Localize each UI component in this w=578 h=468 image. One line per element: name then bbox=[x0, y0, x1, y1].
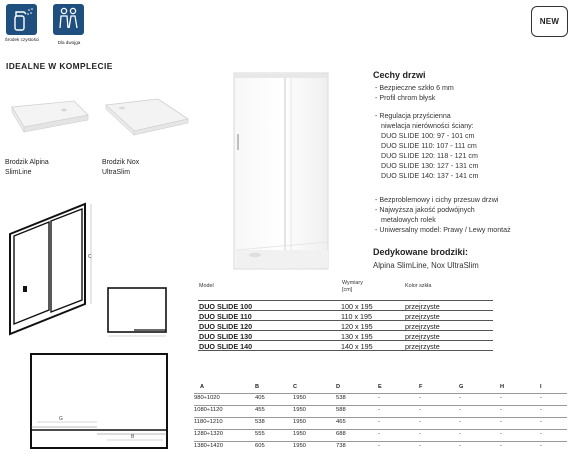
dims-cell: 1380÷1420 bbox=[194, 443, 223, 449]
dims-row-rule bbox=[194, 429, 567, 430]
dims-cell: - bbox=[378, 431, 380, 437]
feature-line: - Uniwersalny model: Prawy / Lewy montaż bbox=[375, 226, 511, 234]
dims-header: A bbox=[200, 384, 205, 390]
label-c: C bbox=[88, 254, 92, 260]
feature-line: metalowych rolek bbox=[381, 216, 436, 224]
tray-nox-caption bbox=[102, 158, 139, 178]
dims-cell: - bbox=[500, 431, 502, 437]
label-g: G bbox=[59, 416, 63, 422]
dims-cell: 405 bbox=[255, 395, 265, 401]
model-cell-glass: przejrzyste bbox=[405, 342, 440, 351]
dims-cell: 1950 bbox=[293, 431, 306, 437]
dedicated-text: Alpina SlimLine, Nox UltraSlim bbox=[373, 261, 479, 270]
th-glass: Kolor szkła bbox=[405, 283, 432, 289]
dims-header: I bbox=[540, 384, 542, 390]
dims-cell: - bbox=[500, 407, 502, 413]
dims-cell: - bbox=[378, 395, 380, 401]
dims-cell: - bbox=[459, 395, 461, 401]
model-cell-size: 140 x 195 bbox=[341, 342, 373, 351]
dims-cell: - bbox=[459, 443, 461, 449]
dims-cell: - bbox=[419, 431, 421, 437]
dims-row-rule bbox=[194, 417, 567, 418]
feature-line: - Regulacja przyścienna bbox=[375, 112, 451, 120]
model-cell-size: 130 x 195 bbox=[341, 332, 373, 341]
new-badge: NEW bbox=[531, 6, 568, 37]
dims-cell: - bbox=[419, 443, 421, 449]
tray-nox-line2: UltraSlim bbox=[102, 169, 130, 176]
model-cell-model: DUO SLIDE 110 bbox=[199, 312, 252, 321]
feature-line: DUO SLIDE 130: 127 - 131 cm bbox=[381, 162, 479, 170]
tray-alpina-line2: SlimLine bbox=[5, 169, 32, 176]
cleaning-spray-tile bbox=[6, 4, 37, 35]
dims-row-rule bbox=[194, 393, 567, 394]
dims-cell: 538 bbox=[336, 395, 346, 401]
dims-cell: - bbox=[419, 407, 421, 413]
tray-alpina-line1: Brodzik Alpina bbox=[5, 159, 49, 166]
feature-line: DUO SLIDE 100: 97 - 101 cm bbox=[381, 132, 475, 140]
top-view-drawing bbox=[27, 350, 173, 454]
model-cell-model: DUO SLIDE 140 bbox=[199, 342, 253, 351]
dims-cell: - bbox=[459, 419, 461, 425]
dims-header: F bbox=[419, 384, 423, 390]
table-bottom-rule bbox=[198, 350, 493, 351]
couple-tile bbox=[53, 4, 84, 35]
th-model: Model bbox=[199, 283, 214, 289]
dims-cell: 1950 bbox=[293, 443, 306, 449]
feature-line: niwelacja nierówności ściany: bbox=[381, 122, 474, 130]
features-title: Cechy drzwi bbox=[373, 70, 426, 80]
feature-line: - Profil chrom błysk bbox=[375, 94, 436, 102]
couple-icon bbox=[53, 4, 84, 35]
dims-cell: 1080÷1120 bbox=[194, 407, 223, 413]
th-size-line2: [cm] bbox=[342, 286, 353, 293]
dims-cell: - bbox=[500, 419, 502, 425]
dims-cell: 465 bbox=[336, 419, 346, 425]
dims-row-rule bbox=[194, 441, 567, 442]
th-size-line1: Wymiary bbox=[342, 280, 363, 286]
feature-line: - Bezpieczne szkło 6 mm bbox=[375, 84, 454, 92]
model-cell-model: DUO SLIDE 120 bbox=[199, 322, 253, 331]
dims-cell: 738 bbox=[336, 443, 346, 449]
dims-cell: 605 bbox=[255, 443, 265, 449]
tray-alpina-caption bbox=[5, 158, 49, 178]
feature-line: - Bezproblemowy i cichy przesuw drzwi bbox=[375, 196, 499, 204]
dims-cell: - bbox=[540, 395, 542, 401]
dims-cell: - bbox=[419, 419, 421, 425]
dims-cell: 555 bbox=[255, 431, 265, 437]
dims-cell: 1280÷1320 bbox=[194, 431, 223, 437]
model-cell-model: DUO SLIDE 100 bbox=[199, 302, 253, 311]
tray-nox-line1: Brodzik Nox bbox=[102, 159, 140, 166]
dims-cell: 538 bbox=[255, 419, 265, 425]
dims-cell: - bbox=[378, 443, 380, 449]
dims-row-rule bbox=[194, 405, 567, 406]
dims-cell: 688 bbox=[336, 431, 346, 437]
model-cell-size: 110 x 195 bbox=[341, 312, 373, 321]
dims-cell: 1180÷1210 bbox=[194, 419, 223, 425]
dims-cell: - bbox=[540, 431, 542, 437]
dims-cell: - bbox=[540, 419, 542, 425]
dims-cell: 1950 bbox=[293, 395, 306, 401]
dims-header: G bbox=[459, 384, 464, 390]
dims-cell: - bbox=[378, 419, 380, 425]
dims-cell: 588 bbox=[336, 407, 346, 413]
model-cell-glass: przejrzyste bbox=[405, 332, 440, 341]
model-cell-model: DUO SLIDE 130 bbox=[199, 332, 253, 341]
dims-cell: - bbox=[459, 407, 461, 413]
front-view-drawing bbox=[5, 198, 101, 338]
tray-alpina-image bbox=[4, 95, 92, 145]
model-cell-size: 100 x 195 bbox=[341, 302, 373, 311]
label-b: B bbox=[131, 434, 135, 440]
couple-caption: Dla dwojga bbox=[57, 40, 81, 45]
feature-line: DUO SLIDE 120: 118 - 121 cm bbox=[381, 152, 478, 160]
dims-header: D bbox=[336, 384, 341, 390]
model-cell-glass: przejrzyste bbox=[405, 302, 440, 311]
dims-cell: 455 bbox=[255, 407, 265, 413]
dims-header: H bbox=[500, 384, 505, 390]
dims-header: C bbox=[293, 384, 298, 390]
dims-header: B bbox=[255, 384, 260, 390]
dims-cell: - bbox=[500, 443, 502, 449]
dims-cell: - bbox=[540, 407, 542, 413]
feature-line: DUO SLIDE 110: 107 - 111 cm bbox=[381, 142, 477, 150]
model-cell-glass: przejrzyste bbox=[405, 312, 440, 321]
feature-line: DUO SLIDE 140: 137 - 141 cm bbox=[381, 172, 479, 180]
section-title: IDEALNE W KOMPLECIE bbox=[6, 61, 113, 71]
cleaning-caption: Środek czystości bbox=[4, 37, 40, 42]
side-view-drawing bbox=[104, 284, 170, 342]
dims-cell: - bbox=[378, 407, 380, 413]
dims-cell: 1950 bbox=[293, 419, 306, 425]
product-photo bbox=[233, 72, 329, 272]
dedicated-title: Dedykowane brodziki: bbox=[373, 247, 469, 257]
dims-cell: - bbox=[500, 395, 502, 401]
tray-nox-image bbox=[100, 95, 192, 145]
model-cell-size: 120 x 195 bbox=[341, 322, 373, 331]
dims-cell: - bbox=[459, 431, 461, 437]
cleaning-spray-icon bbox=[6, 4, 37, 35]
dims-cell: - bbox=[419, 395, 421, 401]
dims-header: E bbox=[378, 384, 382, 390]
feature-line: - Najwyższa jakość podwójnych bbox=[375, 206, 475, 214]
dims-cell: 980÷1020 bbox=[194, 395, 220, 401]
model-cell-glass: przejrzyste bbox=[405, 322, 440, 331]
dims-cell: - bbox=[540, 443, 542, 449]
th-size bbox=[342, 280, 363, 293]
dims-cell: 1950 bbox=[293, 407, 306, 413]
